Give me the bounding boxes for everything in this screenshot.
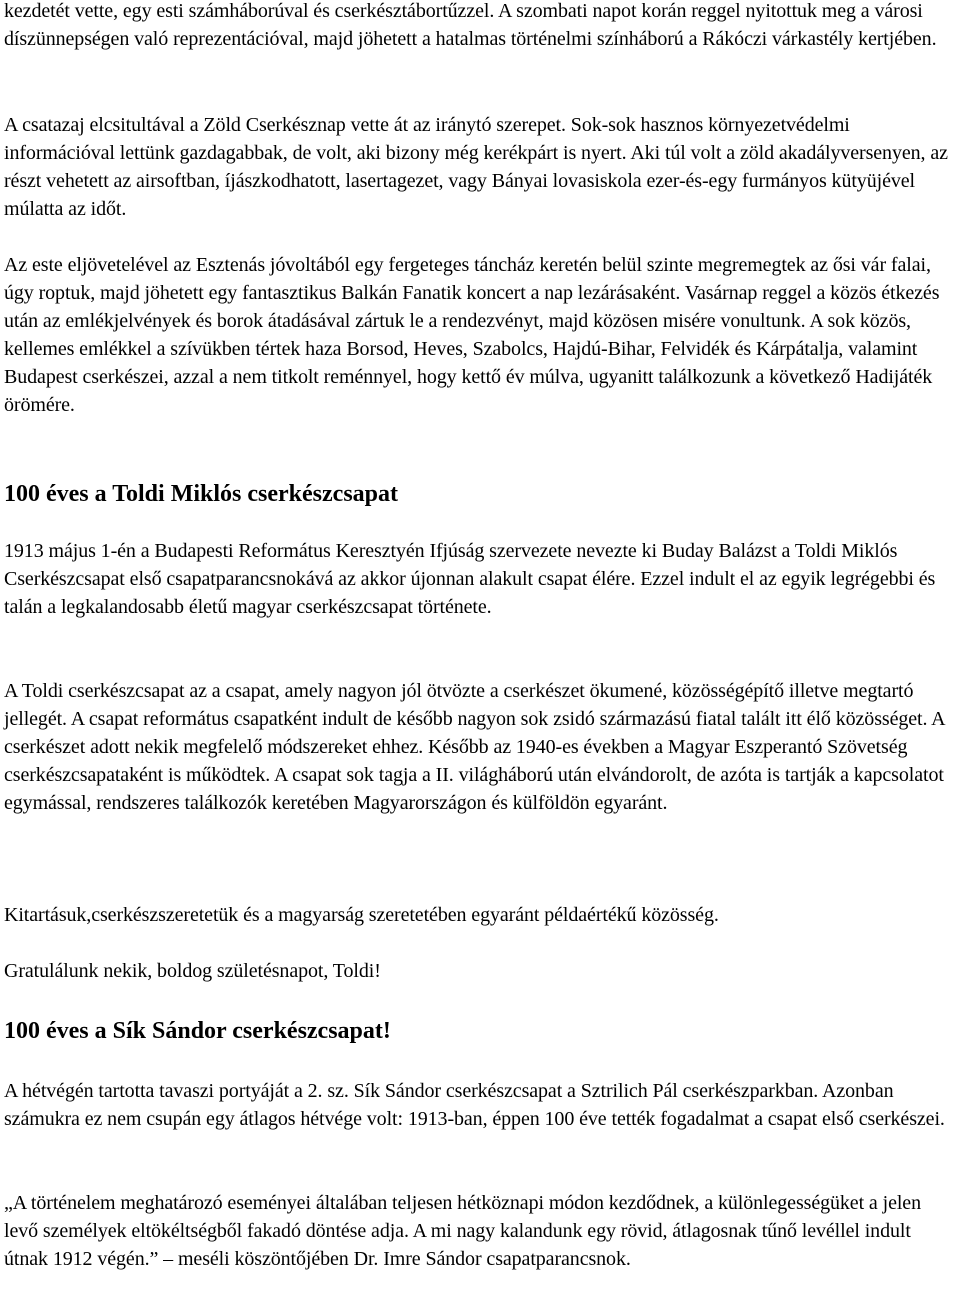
paragraph-green-scout-day: A csatazaj elcsitultával a Zöld Cserkésznap vette át az iránytó szerepet. Sok-sok hasznos környezetvédelmi információval lettünk gazdagabbak, de volt, aki bizony még kerékpárt is nyert. Aki túl volt a zöld akadályversenyen, az részt vehetett az airsoftban, íjászkodhatott, lasertagezet, vagy Bányai lovasiskola ezer-és-egy furmányos kütyüjével múlatta az időt.	[4, 114, 948, 220]
paragraph-toldi-founding: 1913 május 1-én a Budapesti Református Keresztyén Ifjúság szervezete nevezte ki Buday Balázst a Toldi Miklós Cserkészcsapat első csapatparancsnokává az akkor újonnan alakult csapat élére. Ezzel indult el az egyik legrégebbi és talán a legkalandosabb életű magyar cserkészcsapat története.	[4, 540, 936, 618]
paragraph-toldi-praise: Kitartásuk,cserkészszeretetük és a magyarság szeretetében egyaránt példaértékű közösség.	[4, 904, 719, 926]
paragraph-toldi-congratulation: Gratulálunk nekik, boldog születésnapot, Toldi!	[4, 960, 381, 982]
paragraph-evening-program: Az este eljövetelével az Esztenás jóvoltából egy fergeteges táncház keretén belül szinte megremegtek az ősi vár falai, úgy roptuk, majd jöhetett egy fantasztikus Balkán Fanatik koncert a nap lezárásaként. Vasárnap reggel a közös étkezés után az emlékjelvények és borok átadásával zártuk le a rendezvényt, majd közösen misére vonultunk. A sok közös, kellemes emlékkel a szívükben tértek haza Borsod, Heves, Szabolcs, Hajdú-Bihar, Felvidék és Kárpátalja, valamint Budapest cserkészei, azzal a nem titkolt reménnyel, hogy kettő év múlva, ugyanitt találkozunk a következő Hadijáték örömére.	[4, 254, 940, 416]
paragraph-intro-continuation: kezdetét vette, egy esti számháborúval és cserkésztábortűzzel. A szombati napot korán reggel nyitottuk meg a városi díszünnepségen való reprezentációval, majd jöhetett a hatalmas történelmi színháború a Rákóczi várkastély kertjében.	[4, 0, 937, 50]
heading-sik-sandor-anniversary: 100 éves a Sík Sándor cserkészcsapat!	[4, 1018, 391, 1044]
paragraph-toldi-community: A Toldi cserkészcsapat az a csapat, amely nagyon jól ötvözte a cserkészet ökumené, közösségépítő illetve megtartó jellegét. A csapat református csapatként indult de később nagyon sok zsidó származású fiatal talált itt élő közösséget. A cserkészet adott nekik megfelelő módszereket ehhez. Később az 1940-es években a Magyar Eszperantó Szövetség cserkészcsapataként is működtek. A csapat sok tagja a II. világháború után elvándorolt, de azóta is tartják a kapcsolatot egymással, rendszeres találkozók keretében Magyarországon és külföldön egyaránt.	[4, 680, 945, 814]
paragraph-sik-sandor-weekend: A hétvégén tartotta tavaszi portyáját a 2. sz. Sík Sándor cserkészcsapat a Sztrilich Pál cserkészparkban. Azonban számukra ez nem csupán egy átlagos hétvége volt: 1913-ban, éppen 100 éve tették fogadalmat a csapat első cserkészei.	[4, 1080, 945, 1130]
heading-toldi-anniversary: 100 éves a Toldi Miklós cserkészcsapat	[4, 481, 398, 507]
paragraph-quote-commander: „A történelem meghatározó eseményei általában teljesen hétköznapi módon kezdődnek, a különlegességüket a jelen levő személyek eltökéltségből fakadó döntése adja. A mi nagy kalandunk egy rövid, átlagosnak tűnő levéllel indult útnak 1912 végén.” – meséli köszöntőjében Dr. Imre Sándor csapatparancsnok.	[4, 1192, 921, 1270]
